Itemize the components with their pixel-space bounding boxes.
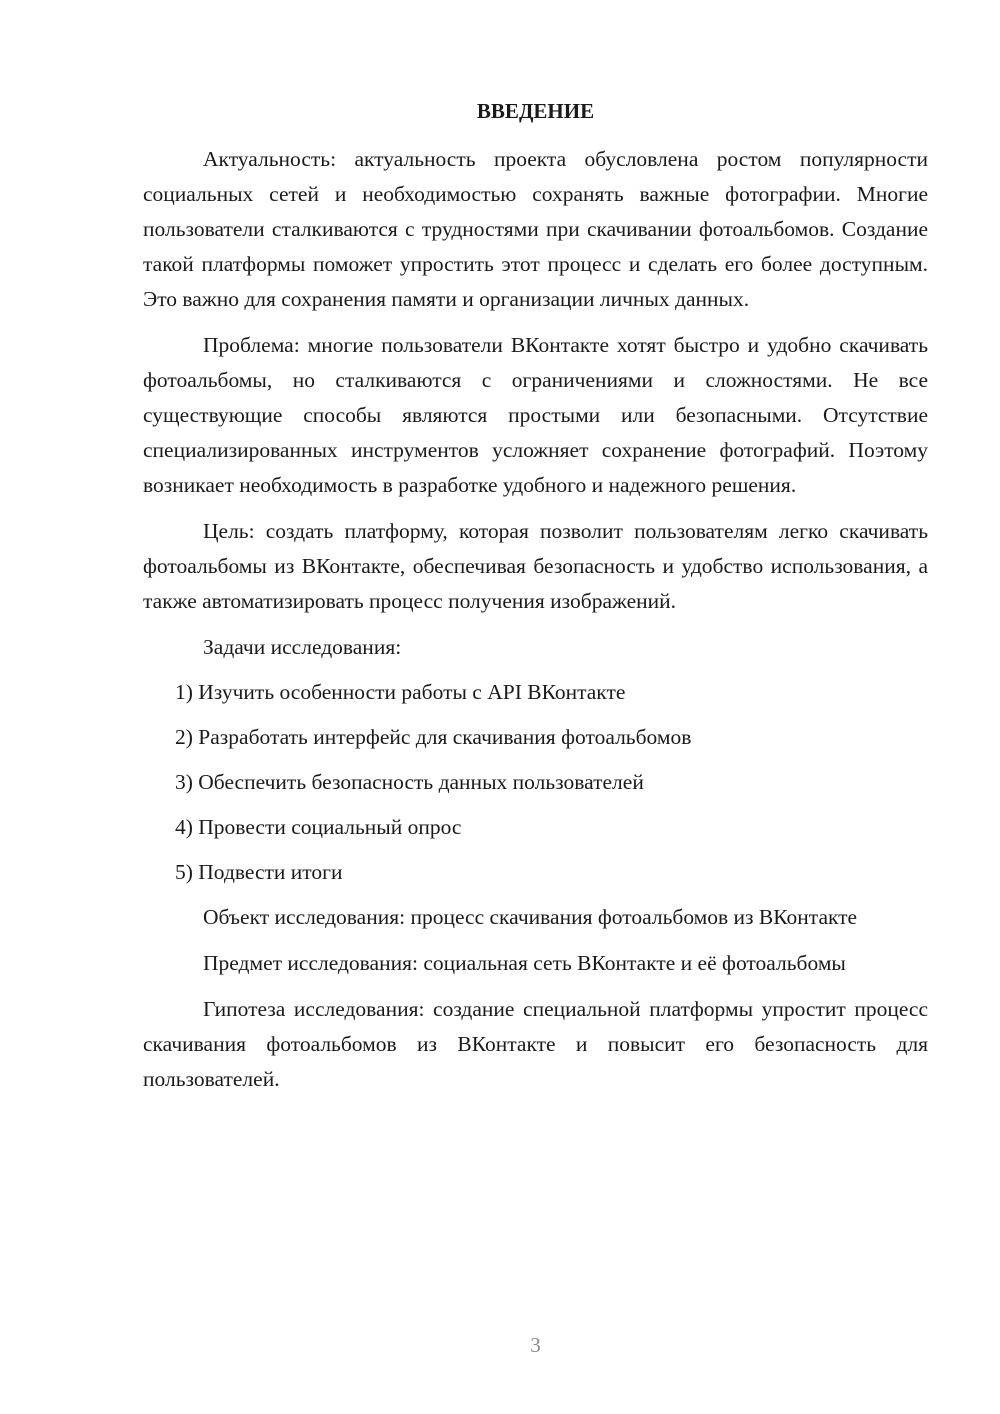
page-title: ВВЕДЕНИЕ xyxy=(476,99,595,123)
task-list xyxy=(143,675,928,890)
paragraph-problem: Проблема: многие пользователи ВКонтакте хотят быстро и удобно скачивать фотоальбомы, но сталкиваются с ограничениями и сложностями. Не все существующие способы являются простыми или безопасными. Отсутствие специализированных инструментов усложняет сохранение фотографий. Поэтому возникает необходимость в разработке удобного и надежного решения. xyxy=(143,333,928,497)
paragraph-hypothesis: Гипотеза исследования: создание специальной платформы упростит процесс скачивания фотоальбомов из ВКонтакте и повысит его безопасность для пользователей. xyxy=(143,997,928,1091)
document-body xyxy=(143,142,928,1108)
tasks-heading: Задачи исследования: xyxy=(203,635,402,659)
task-item-4: 4) Провести социальный опрос xyxy=(175,815,462,839)
task-item-2: 2) Разработать интерфейс для скачивания фотоальбомов xyxy=(175,725,692,749)
paragraph-research-object: Объект исследования: процесс скачивания фотоальбомов из ВКонтакте xyxy=(203,905,858,929)
paragraph-relevance: Актуальность: актуальность проекта обусловлена ростом популярности социальных сетей и необходимостью сохранять важные фотографии. Многие пользователи сталкиваются с трудностями при скачивании фотоальбомов. Создание такой платформы поможет упростить этот процесс и сделать его более доступным. Это важно для сохранения памяти и организации личных данных. xyxy=(143,147,928,311)
document-page xyxy=(143,0,928,1414)
task-item-1: 1) Изучить особенности работы с API ВКонтакте xyxy=(175,680,626,704)
page-number: 3 xyxy=(530,1333,541,1357)
task-item-3: 3) Обеспечить безопасность данных пользователей xyxy=(175,770,644,794)
paragraph-goal: Цель: создать платформу, которая позволит пользователям легко скачивать фотоальбомы из ВКонтакте, обеспечивая безопасность и удобство использования, а также автоматизировать процесс получения изображений. xyxy=(143,519,928,613)
task-item-5: 5) Подвести итоги xyxy=(175,860,343,884)
paragraph-research-subject: Предмет исследования: социальная сеть ВКонтакте и её фотоальбомы xyxy=(203,951,846,975)
